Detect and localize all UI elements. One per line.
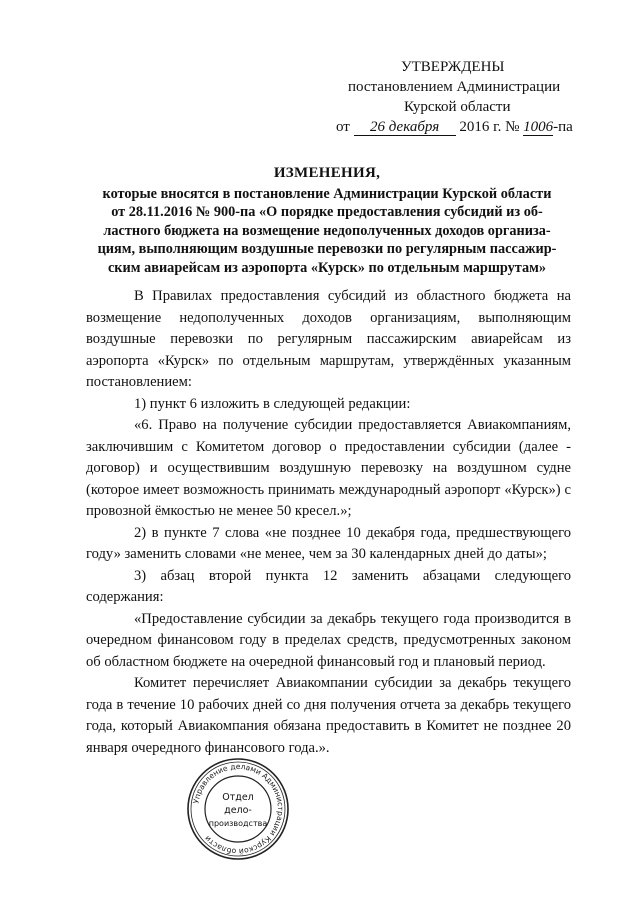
stamp-center-line-1: Отдел xyxy=(222,792,254,803)
approval-date-line xyxy=(336,118,573,137)
stamp-ring-text: Управление делами Администрации Курской области xyxy=(191,761,286,857)
paragraph-december-subsidy: «Предоставление субсидии за декабрь текущего года производится в очередном финансовом году в пределах средств, предусмотренных законом об областном бюджете на очередной финансовый год и плановый период. xyxy=(86,610,571,670)
document-body xyxy=(86,286,571,759)
decree-number-suffix: -па xyxy=(553,119,573,135)
subtitle-line: от 28.11.2016 № 900-па «О порядке предоставления субсидий из об- xyxy=(111,204,543,220)
paragraph-item-3: 3) абзац второй пункта 12 заменить абзацами следующего содержания: xyxy=(86,567,571,605)
paragraph-item-1: 1) пункт 6 изложить в следующей редакции: xyxy=(134,395,411,412)
date-day-month xyxy=(354,119,456,136)
date-month: декабря xyxy=(388,119,440,135)
decree-number: 1006 xyxy=(523,119,554,135)
office-stamp xyxy=(186,757,290,861)
stamp-center-line-3: производства xyxy=(208,819,268,828)
changes-title xyxy=(84,164,570,277)
date-year: 2016 г. № xyxy=(459,119,520,135)
subtitle-line: ским авиарейсам из аэропорта «Курск» по отдельным маршрутам» xyxy=(107,259,547,276)
date-prefix: от xyxy=(336,119,350,135)
approval-line-1: постановлением Администрации xyxy=(348,79,561,95)
stamp-seal-icon xyxy=(186,757,290,861)
title-heading: ИЗМЕНЕНИЯ, xyxy=(273,165,381,181)
paragraph-item-2: 2) в пункте 7 слова «не позднее 10 декабря года, предшествующего году» заменить словами «не менее, чем за 30 календарных дней до даты»; xyxy=(86,524,571,562)
approval-line-2: Курской области xyxy=(404,99,511,115)
subtitle-line: ластного бюджета на возмещение недополученных доходов организа- xyxy=(103,222,551,239)
subtitle-line: циям, выполняющим воздушные перевозки по регулярным пассажир- xyxy=(97,241,557,257)
subtitle-line: которые вносятся в постановление Администрации Курской области xyxy=(102,185,552,202)
date-day: 26 xyxy=(370,119,386,135)
stamp-center-line-2: дело- xyxy=(224,805,252,816)
paragraph-committee-transfer: Комитет перечисляет Авиакомпании субсидии за декабрь текущего года в течение 10 рабочих дней со дня получения отчета за декабрь текущего года, который Авиакомпания обязана предоставить в Комитет не позднее 20 января очередного финансового года.». xyxy=(86,675,571,756)
approval-heading: УТВЕРЖДЕНЫ xyxy=(401,59,505,75)
paragraph-intro: В Правилах предоставления субсидий из областного бюджета на возмещение недополученных доходов организациям, выполняющим воздушные перевозки по регулярным пассажирским авиарейсам из аэропорта «Курск» по отдельным маршрутам, утверждённых указанным постановлением: xyxy=(86,288,571,390)
paragraph-item-6-text: «6. Право на получение субсидии предоставляется Авиакомпаниям, заключившим с Комитетом договор о предоставлении субсидии (далее - договор) и осуществившим воздушную перевозку на воздушном судне (которое имеет возможность принимать международный аэропорт «Курск») с провозной ёмкостью не менее 50 кресел.»; xyxy=(86,417,571,519)
